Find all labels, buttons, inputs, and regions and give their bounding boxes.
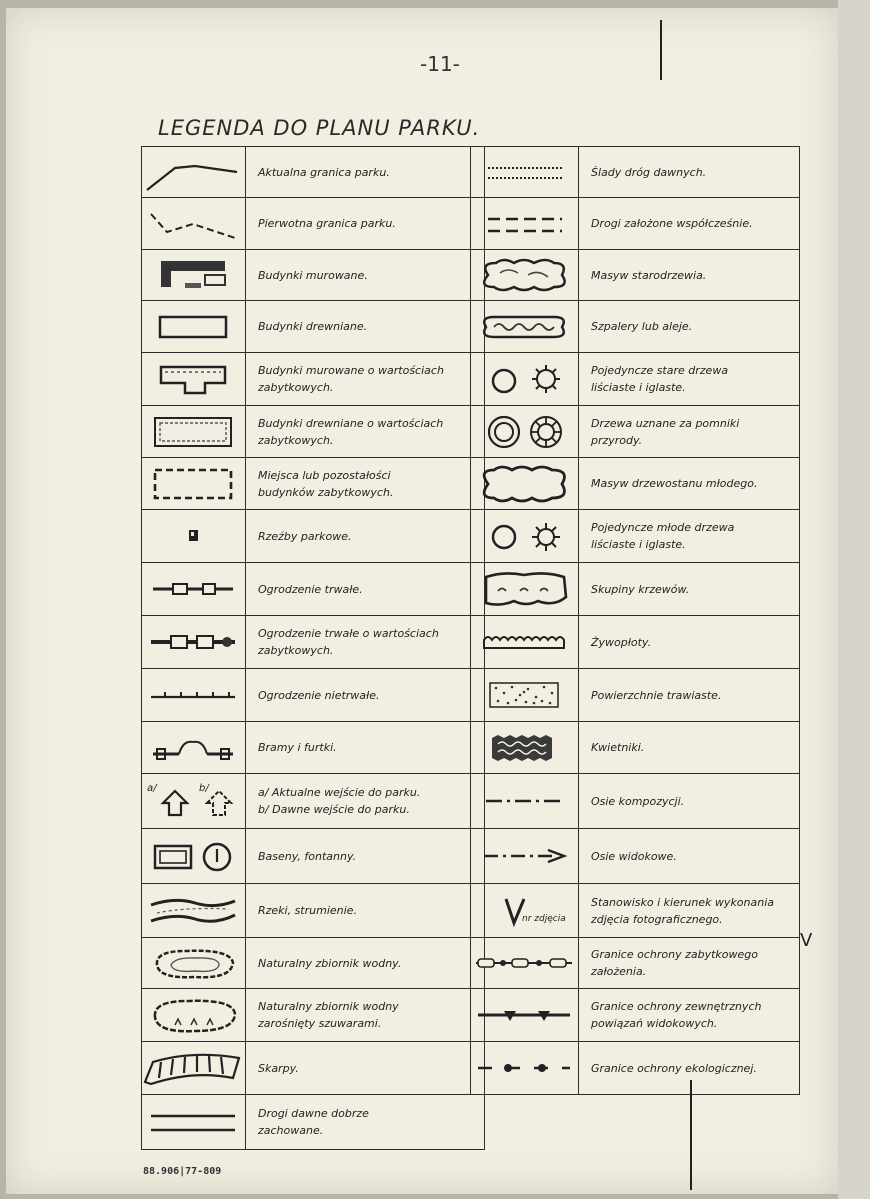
legend-label: Ślady dróg dawnych. xyxy=(590,165,707,179)
legend-label: zdjęcia fotograficznego. xyxy=(590,912,723,926)
margin-check-mark: V xyxy=(800,930,813,951)
legend-row xyxy=(471,353,800,406)
ecological-protection-icon xyxy=(472,1048,576,1088)
legend-row xyxy=(142,353,485,406)
legend-label: powiązań widokowych. xyxy=(590,1017,718,1030)
legend-label: Skarpy. xyxy=(257,1061,299,1075)
legend-row xyxy=(471,301,800,353)
legend-label: Osie kompozycji. xyxy=(590,794,685,808)
legend-label: Budynki murowane o wartościach xyxy=(257,364,444,377)
legend-label: liściaste i iglaste. xyxy=(590,381,686,394)
young-tree-stand-icon xyxy=(474,462,574,506)
external-view-protection-icon xyxy=(472,995,576,1035)
hedge-icon xyxy=(476,622,572,662)
legend-label: Baseny, fontanny. xyxy=(257,849,357,863)
legend-label: zachowane. xyxy=(257,1124,324,1137)
legend-label: Drogi założone współcześnie. xyxy=(590,217,753,230)
pool-fountain-icon xyxy=(145,836,241,876)
modern-road-icon xyxy=(476,204,572,244)
legend-label: Drogi dawne dobrze xyxy=(257,1107,369,1120)
legend-label: Pierwotna granica parku. xyxy=(257,217,396,230)
legend-row xyxy=(471,938,800,989)
legend-label: Granice ochrony ekologicznej. xyxy=(590,1061,757,1075)
legend-row xyxy=(471,147,800,198)
legend-row xyxy=(142,616,485,669)
legend-row xyxy=(142,198,485,250)
monument-protection-boundary-icon xyxy=(472,943,576,983)
slope-icon xyxy=(143,1048,243,1088)
old-road-icon xyxy=(145,1102,241,1142)
masonry-building-icon xyxy=(145,255,241,295)
legend-row xyxy=(142,1042,485,1095)
legend-label: Bramy i furtki. xyxy=(257,741,337,754)
legend-label: Pojedyncze stare drzewa xyxy=(590,364,729,377)
document-reference-code: 88.906|77-809 xyxy=(143,1166,222,1177)
legend-row xyxy=(471,829,800,884)
water-reservoir-icon xyxy=(145,943,241,983)
legend-row xyxy=(471,774,800,829)
legend-label: Powierzchnie trawiaste. xyxy=(590,688,722,702)
legend-label: Drzewa uznane za pomniki xyxy=(590,416,740,430)
river-stream-icon xyxy=(145,891,241,931)
entrance-b-mark: b/ xyxy=(199,783,210,794)
legend-row xyxy=(142,884,485,938)
legend-row xyxy=(142,510,485,563)
historic-masonry-building-icon xyxy=(145,359,241,399)
legend-row xyxy=(471,406,800,458)
legend-label: Granice ochrony zewnętrznych xyxy=(590,1000,762,1013)
legend-label: Masyw starodrzewia. xyxy=(590,268,707,282)
lawn-icon xyxy=(476,675,572,715)
legend-row xyxy=(471,563,800,616)
legend-label: Budynki drewniane. xyxy=(257,320,368,333)
legend-row xyxy=(471,250,800,301)
temporary-fence-icon xyxy=(145,675,241,715)
legend-label: Aktualna granica parku. xyxy=(257,165,390,179)
legend-label: Pojedyncze młode drzewa xyxy=(590,521,735,534)
entrance-arrows-icon xyxy=(145,779,241,823)
legend-label: liściaste i iglaste. xyxy=(590,538,686,551)
legend-table-right xyxy=(470,146,800,1095)
entrance-a-mark: a/ xyxy=(147,783,157,794)
legend-label: Kwietniki. xyxy=(590,741,645,754)
photo-station-icon xyxy=(472,891,576,931)
gate-icon xyxy=(145,728,241,768)
wooden-building-icon xyxy=(145,307,241,347)
historic-permanent-fence-icon xyxy=(145,622,241,662)
permanent-fence-icon xyxy=(145,569,241,609)
legend-row xyxy=(142,829,485,884)
legend-label: zarośnięty szuwarami. xyxy=(257,1017,382,1030)
single-old-trees-icon xyxy=(476,359,572,399)
legend-label: Ogrodzenie nietrwałe. xyxy=(257,688,380,702)
park-boundary-current-icon xyxy=(145,152,241,192)
legend-row xyxy=(142,669,485,722)
legend-row xyxy=(142,563,485,616)
legend-row xyxy=(142,147,485,198)
page-number: -11- xyxy=(420,52,460,76)
legend-table-left xyxy=(141,146,485,1150)
historic-building-remains-icon xyxy=(145,464,241,504)
legend-row xyxy=(471,1042,800,1095)
legend-row xyxy=(142,1095,485,1150)
legend-heading: LEGENDA DO PLANU PARKU. xyxy=(158,116,481,140)
legend-row xyxy=(142,989,485,1042)
legend-label: założenia. xyxy=(590,965,647,978)
legend-row xyxy=(142,301,485,353)
view-axis-icon xyxy=(476,836,572,876)
legend-label: budynków zabytkowych. xyxy=(257,485,394,499)
legend-label: Rzeki, strumienie. xyxy=(257,904,357,917)
legend-label: Rzeźby parkowe. xyxy=(257,529,352,543)
single-young-trees-icon xyxy=(476,516,572,556)
legend-label: Stanowisko i kierunek wykonania xyxy=(590,895,775,909)
legend-label: Ogrodzenie trwałe. xyxy=(257,582,363,596)
legend-row xyxy=(471,458,800,510)
legend-row xyxy=(142,722,485,774)
legend-label: Żywopłoty. xyxy=(590,635,652,649)
photo-number-label: nr zdjęcia xyxy=(522,913,567,924)
legend-label: Szpalery lub aleje. xyxy=(590,320,693,333)
legend-label: Naturalny zbiornik wodny xyxy=(257,1000,399,1013)
legend-row xyxy=(471,616,800,669)
legend-row xyxy=(142,458,485,510)
legend-row xyxy=(471,198,800,250)
legend-label: Miejsca lub pozostałości xyxy=(257,468,391,482)
legend-label: b/ Dawne wejście do parku. xyxy=(257,803,410,816)
legend-row xyxy=(471,884,800,938)
legend-row xyxy=(471,669,800,722)
scan-artifact-line xyxy=(690,1080,692,1190)
natural-monument-trees-icon xyxy=(476,412,572,452)
composition-axis-icon xyxy=(476,781,572,821)
legend-row xyxy=(142,406,485,458)
legend-row xyxy=(471,989,800,1042)
legend-label: zabytkowych. xyxy=(257,381,334,394)
tree-row-alley-icon xyxy=(474,307,574,347)
legend-row xyxy=(142,250,485,301)
legend-label: Budynki drewniane o wartościach xyxy=(257,416,444,430)
legend-label: Naturalny zbiornik wodny. xyxy=(257,956,402,970)
legend-label: zabytkowych. xyxy=(257,433,334,447)
old-tree-stand-icon xyxy=(474,255,574,295)
park-sculpture-icon xyxy=(145,516,241,556)
old-road-traces-icon xyxy=(476,152,572,192)
legend-label: Masyw drzewostanu młodego. xyxy=(590,477,758,490)
shrub-group-icon xyxy=(474,567,574,611)
scan-artifact-line xyxy=(660,20,662,80)
flower-bed-icon xyxy=(476,728,572,768)
legend-label: zabytkowych. xyxy=(257,644,334,657)
legend-row xyxy=(142,774,485,829)
historic-wooden-building-icon xyxy=(145,412,241,452)
legend-label: Granice ochrony zabytkowego xyxy=(590,948,758,961)
legend-label: przyrody. xyxy=(590,433,643,447)
legend-label: Osie widokowe. xyxy=(590,849,677,863)
overgrown-reservoir-icon xyxy=(145,995,241,1035)
legend-label: Skupiny krzewów. xyxy=(590,582,690,596)
legend-row xyxy=(471,510,800,563)
scan-margin xyxy=(838,0,870,1199)
legend-label: Ogrodzenie trwałe o wartościach xyxy=(257,627,439,640)
legend-label: a/ Aktualne wejście do parku. xyxy=(257,786,421,799)
legend-row xyxy=(142,938,485,989)
legend-label: Budynki murowane. xyxy=(257,268,368,282)
park-boundary-original-icon xyxy=(145,204,241,244)
legend-row xyxy=(471,722,800,774)
